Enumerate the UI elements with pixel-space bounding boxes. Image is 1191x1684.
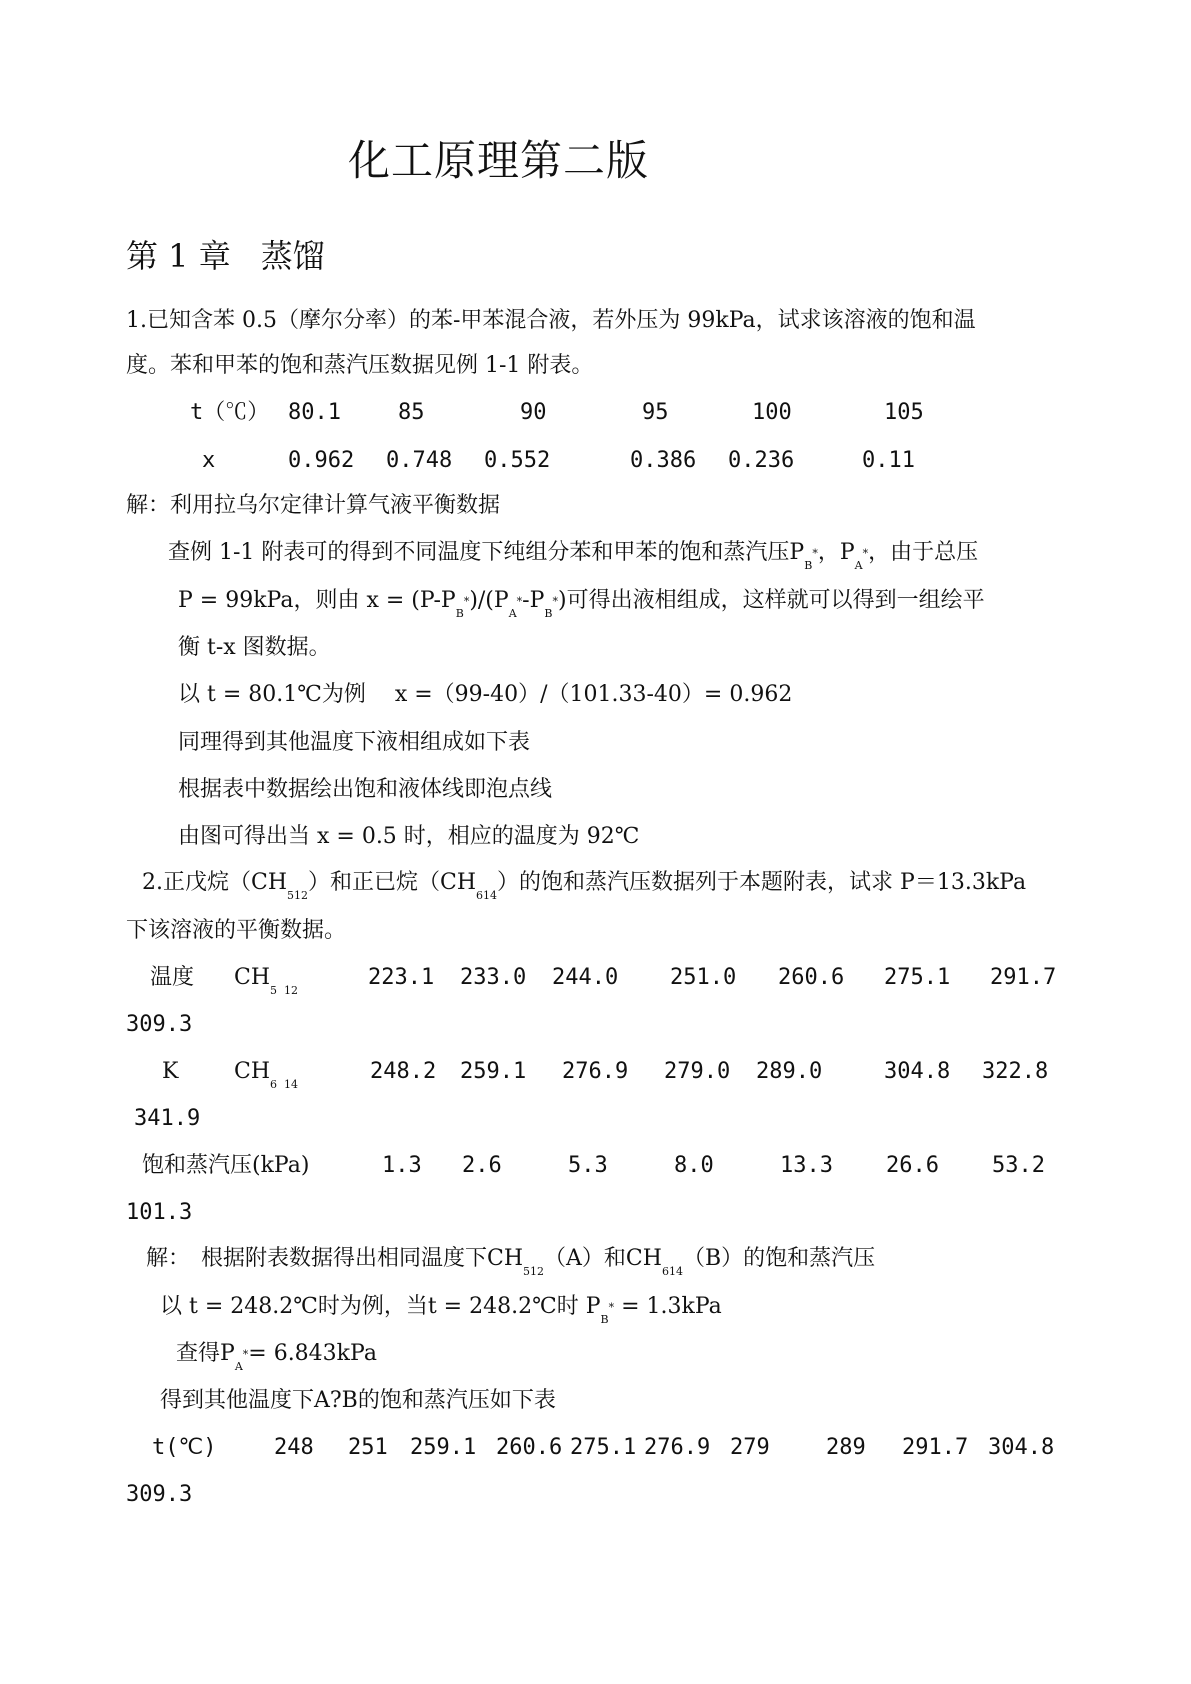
table-1-x-cell: 0.236	[728, 448, 795, 473]
table-3-cell: 275.1	[570, 1435, 637, 1460]
table-2-cell: 289.0	[756, 1059, 823, 1084]
table-1-x-cell: 0.748	[386, 448, 453, 473]
solution-1-line-6: 同理得到其他温度下液相组成如下表	[178, 730, 531, 755]
table-2-row-2-label: K	[162, 1059, 179, 1084]
table-1-t-cell: 90	[520, 400, 547, 425]
table-2-cell: 251.0	[670, 965, 737, 990]
table-2-cell: 53.2	[992, 1153, 1045, 1178]
table-3-cell: 279	[730, 1435, 770, 1460]
table-1-x-cell: 0.11	[862, 448, 915, 473]
table-1-t-cell: 100	[752, 400, 792, 425]
table-2-cell: 341.9	[134, 1106, 201, 1131]
table-3-cell: 251	[348, 1435, 388, 1460]
solution-2-line-1: 解： 根据附表数据得出相同温度下$CH_{512}(A)$和$CH_{614}(B)$的饱和蒸汽压	[146, 1246, 876, 1278]
table-3-cell: 304.8	[988, 1435, 1055, 1460]
table-2-cell: 244.0	[552, 965, 619, 990]
solution-1-line-2: 查例 1-1 附表可的得到不同温度下纯组分苯和甲苯的饱和蒸汽压$P_B*$，$P_A*$，由于总压	[168, 540, 979, 572]
table-3-cell: 260.6	[496, 1435, 563, 1460]
table-2-cell: 13.3	[780, 1153, 833, 1178]
solution-1-line-7: 根据表中数据绘出饱和液体线即泡点线	[178, 777, 553, 802]
table-2-cell: 309.3	[126, 1012, 193, 1037]
table-1-x-cell: 0.552	[484, 448, 551, 473]
table-1-t-cell: 105	[884, 400, 924, 425]
solution-1-line-4: 衡 t-x 图数据。	[178, 635, 331, 660]
chem-formula-c6h14: $CH_6$ $_{14}$	[234, 1059, 299, 1091]
table-2-cell: 279.0	[664, 1059, 731, 1084]
table-2-cell: 223.1	[368, 965, 435, 990]
solution-1-line-3: P = 99kPa，则由 $x = (P-P_B*)/(P_A*-P_B*)$可得出液相组成，这样就可以得到一组绘平	[178, 588, 985, 620]
table-2-cell: 304.8	[884, 1059, 951, 1084]
table-2-cell: 259.1	[460, 1059, 527, 1084]
problem-1-line-2: 度。苯和甲苯的饱和蒸汽压数据见例 1-1 附表。	[126, 353, 594, 378]
solution-2-line-3: 查得$P_A*= 6.843kPa$	[176, 1341, 377, 1373]
table-1-x-cell: 0.962	[288, 448, 355, 473]
table-2-cell: 8.0	[674, 1153, 714, 1178]
table-2-cell: 1.3	[382, 1153, 422, 1178]
table-1-t-cell: 80.1	[288, 400, 341, 425]
chapter-number: 第 1 章	[126, 237, 231, 275]
table-2-cell: 248.2	[370, 1059, 437, 1084]
table-3-label: t(℃)	[152, 1435, 217, 1460]
table-3-cell: 276.9	[644, 1435, 711, 1460]
table-2-row-1-label: 温度	[150, 965, 195, 990]
table-2-cell: 276.9	[562, 1059, 629, 1084]
chapter-name: 蒸馏	[260, 237, 325, 275]
table-3-cell: 291.7	[902, 1435, 969, 1460]
table-3-cell: 289	[826, 1435, 866, 1460]
table-1-x-label: x	[202, 448, 216, 473]
document-title: 化工原理第二版	[348, 136, 650, 185]
solution-1-line-8: 由图可得出当 x = 0.5 时，相应的温度为 92℃	[178, 824, 640, 849]
table-2-cell: 260.6	[778, 965, 845, 990]
table-2-cell: 291.7	[990, 965, 1057, 990]
table-1-x-cell: 0.386	[630, 448, 697, 473]
solution-1-line-1: 解：利用拉乌尔定律计算气液平衡数据	[126, 493, 501, 518]
table-1-t-cell: 85	[398, 400, 425, 425]
chem-formula-c5h12: $CH_5$ $_{12}$	[234, 965, 299, 997]
table-1-t-label: t（℃）	[190, 400, 270, 425]
solution-1-line-5: 以 t = 80.1℃为例 x =（99-40）/（101.33-40）= 0.962	[178, 682, 793, 707]
table-3-cell: 309.3	[126, 1482, 193, 1507]
table-2-cell: 101.3	[126, 1200, 193, 1225]
table-2-cell: 275.1	[884, 965, 951, 990]
table-2-row-3-label: 饱和蒸汽压(kPa)	[142, 1153, 310, 1178]
table-2-cell: 233.0	[460, 965, 527, 990]
table-2-cell: 2.6	[462, 1153, 502, 1178]
solution-2-line-2: 以 t = 248.2℃时为例，当t = 248.2℃时 $P_B* = 1.3kPa$	[160, 1294, 722, 1326]
table-2-cell: 322.8	[982, 1059, 1049, 1084]
table-1-t-cell: 95	[642, 400, 669, 425]
chapter-heading	[126, 237, 325, 275]
solution-2-line-4: 得到其他温度下A?B的饱和蒸汽压如下表	[160, 1388, 556, 1413]
problem-1-line-1: 1.已知含苯 0.5（摩尔分率）的苯-甲苯混合液，若外压为 99kPa，试求该溶液的饱和温	[126, 308, 976, 333]
table-2-cell: 26.6	[886, 1153, 939, 1178]
problem-2-line-2: 下该溶液的平衡数据。	[126, 918, 347, 943]
table-2-cell: 5.3	[568, 1153, 608, 1178]
table-3-cell: 248	[274, 1435, 314, 1460]
problem-2-line-1: 2.正戊烷$(CH_{512})$和正已烷$(CH_{614})$的饱和蒸汽压数据列于本题附表，试求 P＝13.3kPa	[142, 870, 1027, 902]
table-3-cell: 259.1	[410, 1435, 477, 1460]
